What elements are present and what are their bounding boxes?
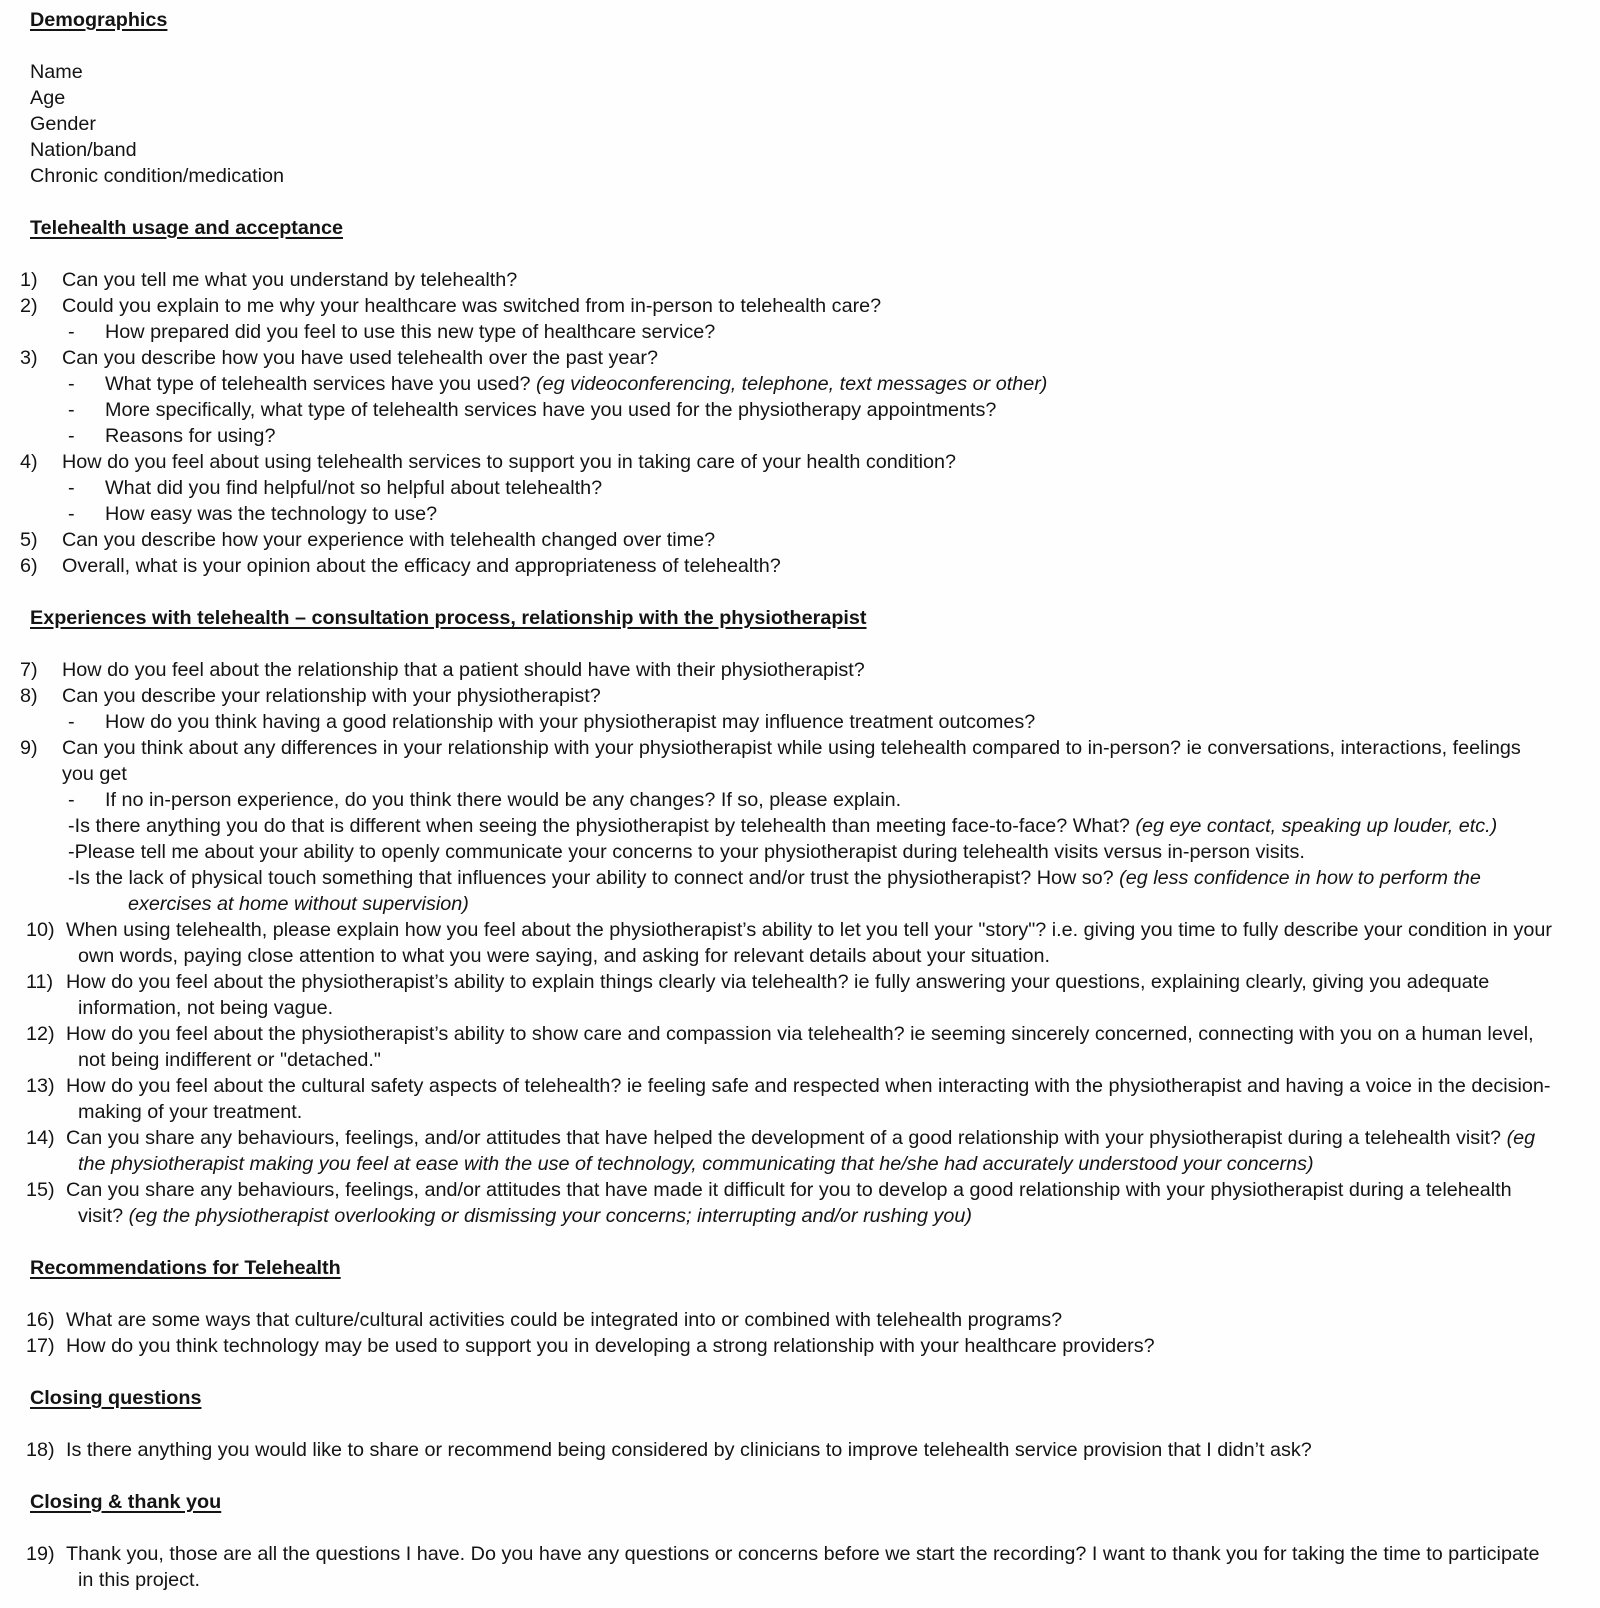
subitem-dash-bullet: - (68, 477, 75, 499)
demographics-field (30, 111, 1600, 137)
question-number: 15) (26, 1179, 55, 1201)
section-heading (30, 1255, 1600, 1281)
question-number: 17) (26, 1335, 55, 1357)
question-number: 12) (26, 1023, 55, 1045)
line-spacer (0, 631, 1600, 657)
question-number: 1) (20, 269, 38, 291)
subitem-text: What type of telehealth services have you used? (105, 373, 537, 395)
subitem-dash-bullet: - (68, 425, 75, 447)
demographics-field-text: Nation/band (30, 139, 137, 161)
subitem-text-italic: (eg less confidence in how to perform the exercises at home without supervision) (128, 867, 1481, 915)
section-heading (30, 605, 1600, 631)
question-text: Overall, what is your opinion about the efficacy and appropriateness of telehealth? (62, 555, 781, 577)
question-subitem (0, 475, 1600, 501)
section-heading-text: Closing questions (30, 1387, 202, 1409)
question-text: How do you feel about the physiotherapist’s ability to show care and compassion via telehealth? ie seeming sincerely concerned, connecting with you on a human level, not being indifferent or "detached." (66, 1023, 1534, 1071)
line-spacer (0, 1229, 1600, 1255)
question-subitem (0, 371, 1600, 397)
question-number: 10) (26, 919, 55, 941)
question-text: How do you feel about using telehealth services to support you in taking care of your health condition? (62, 451, 957, 473)
subitem-text-italic: (eg videoconferencing, telephone, text messages or other) (536, 373, 1048, 395)
subitem-text: -Is the lack of physical touch something that influences your ability to connect and/or trust the physiotherapist? How so? (68, 867, 1120, 889)
question-number: 13) (26, 1075, 55, 1097)
question-number: 6) (20, 555, 38, 577)
subitem-text: What did you find helpful/not so helpful about telehealth? (105, 477, 603, 499)
question-number: 16) (26, 1309, 55, 1331)
question-text: How do you feel about the cultural safety aspects of telehealth? ie feeling safe and respected when interacting with the physiotherapist and having a voice in the decision-making of your treatment. (66, 1075, 1551, 1123)
demographics-field (30, 163, 1600, 189)
line-spacer (0, 1411, 1600, 1437)
subitem-text: How prepared did you feel to use this new type of healthcare service? (105, 321, 716, 343)
question-subitem (0, 787, 1600, 813)
question-text: Can you share any behaviours, feelings, and/or attitudes that have made it difficult for you to develop a good relationship with your physiotherapist during a telehealth visit? (66, 1179, 1512, 1227)
question-text: When using telehealth, please explain how you feel about the physiotherapist’s ability to let you tell your "story"? i.e. giving you time to fully describe your condition in your own words, paying close attention to what you were saying, and asking for relevant details about your situation. (66, 919, 1553, 967)
subitem-dash-bullet: - (68, 321, 75, 343)
question-item (0, 293, 1600, 319)
question-item (0, 735, 1600, 787)
subitem-text-italic: (eg eye contact, speaking up louder, etc.) (1135, 815, 1498, 837)
question-item (0, 683, 1600, 709)
demographics-field (30, 59, 1600, 85)
line-spacer (0, 1359, 1600, 1385)
question-item (0, 1437, 1600, 1463)
question-item (0, 657, 1600, 683)
question-text: Can you tell me what you understand by telehealth? (62, 269, 518, 291)
line-spacer (0, 579, 1600, 605)
section-heading-text: Closing & thank you (30, 1491, 222, 1513)
question-text: What are some ways that culture/cultural activities could be integrated into or combined with telehealth programs? (66, 1309, 1063, 1331)
line-spacer (0, 33, 1600, 59)
subitem-text: How easy was the technology to use? (105, 503, 438, 525)
line-spacer (0, 241, 1600, 267)
section-heading-text: Recommendations for Telehealth (30, 1257, 341, 1279)
question-text: Can you share any behaviours, feelings, and/or attitudes that have helped the development of a good relationship with your physiotherapist during a telehealth visit? (66, 1127, 1507, 1149)
question-number: 14) (26, 1127, 55, 1149)
question-subitem (0, 423, 1600, 449)
question-text: Could you explain to me why your healthcare was switched from in-person to telehealth care? (62, 295, 882, 317)
section-heading-text: Experiences with telehealth – consultation process, relationship with the physiotherapist (30, 607, 867, 629)
question-item (0, 449, 1600, 475)
subitem-dash-bullet: - (68, 373, 75, 395)
question-subitem (0, 865, 1600, 917)
demographics-field-text: Age (30, 87, 66, 109)
subitem-text: Reasons for using? (105, 425, 276, 447)
question-subitem (0, 709, 1600, 735)
question-text: Can you describe how your experience with telehealth changed over time? (62, 529, 716, 551)
question-text: Is there anything you would like to share or recommend being considered by clinicians to improve telehealth service provision that I didn’t ask? (66, 1439, 1312, 1461)
question-item (0, 1021, 1600, 1073)
question-text: Thank you, those are all the questions I have. Do you have any questions or concerns before we start the recording? I want to thank you for taking the time to participate in this project. (66, 1543, 1540, 1591)
question-number: 8) (20, 685, 38, 707)
subitem-text: -Please tell me about your ability to openly communicate your concerns to your physiotherapist during telehealth visits versus in-person visits. (68, 841, 1305, 863)
question-subitem (0, 397, 1600, 423)
question-number: 5) (20, 529, 38, 551)
question-item (0, 345, 1600, 371)
question-text: How do you feel about the physiotherapist’s ability to explain things clearly via telehealth? ie fully answering your questions, explaining clearly, giving you adequate information, not being vague. (66, 971, 1490, 1019)
subitem-dash-bullet: - (68, 503, 75, 525)
section-heading (30, 1489, 1600, 1515)
line-spacer (0, 1281, 1600, 1307)
subitem-text: If no in-person experience, do you think there would be any changes? If so, please explain. (105, 789, 902, 811)
question-item (0, 1125, 1600, 1177)
question-subitem (0, 319, 1600, 345)
question-subitem (0, 839, 1600, 865)
demographics-field (30, 85, 1600, 111)
demographics-field-text: Chronic condition/medication (30, 165, 284, 187)
question-text-italic: (eg the physiotherapist overlooking or dismissing your concerns; interrupting and/or rushing you) (128, 1205, 972, 1227)
subitem-dash-bullet: - (68, 711, 75, 733)
subitem-dash-bullet: - (68, 399, 75, 421)
section-heading (30, 7, 1600, 33)
question-item (0, 1177, 1600, 1229)
question-item (0, 1307, 1600, 1333)
question-text: Can you think about any differences in your relationship with your physiotherapist while using telehealth compared to in-person? ie conversations, interactions, feelings you get (62, 737, 1521, 785)
question-text: Can you describe how you have used telehealth over the past year? (62, 347, 659, 369)
question-number: 2) (20, 295, 38, 317)
question-text: How do you think technology may be used to support you in developing a strong relationship with your healthcare providers? (66, 1335, 1155, 1357)
subitem-text: More specifically, what type of telehealth services have you used for the physiotherapy appointments? (105, 399, 997, 421)
question-item (0, 1541, 1600, 1593)
subitem-dash-bullet: - (68, 789, 75, 811)
line-spacer (0, 1515, 1600, 1541)
demographics-field-text: Gender (30, 113, 96, 135)
question-item (0, 917, 1600, 969)
question-subitem (0, 813, 1600, 839)
question-item (0, 1333, 1600, 1359)
question-item (0, 1073, 1600, 1125)
demographics-field-text: Name (30, 61, 83, 83)
section-heading-text: Demographics (30, 9, 168, 31)
question-text-italic: (eg the physiotherapist making you feel at ease with the use of technology, communicating that he/she had accurately understood your concerns) (78, 1127, 1536, 1175)
demographics-field (30, 137, 1600, 163)
line-spacer (0, 189, 1600, 215)
question-number: 7) (20, 659, 38, 681)
question-text: Can you describe your relationship with your physiotherapist? (62, 685, 601, 707)
question-text: How do you feel about the relationship that a patient should have with their physiotherapist? (62, 659, 865, 681)
question-number: 18) (26, 1439, 55, 1461)
subitem-text: -Is there anything you do that is different when seeing the physiotherapist by telehealth than meeting face-to-face? What? (68, 815, 1136, 837)
question-item (0, 527, 1600, 553)
question-item (0, 553, 1600, 579)
line-spacer (0, 1463, 1600, 1489)
question-subitem (0, 501, 1600, 527)
section-heading (30, 215, 1600, 241)
question-number: 4) (20, 451, 38, 473)
question-number: 9) (20, 737, 38, 759)
question-number: 11) (26, 971, 54, 993)
question-item (0, 969, 1600, 1021)
question-item (0, 267, 1600, 293)
subitem-text: How do you think having a good relationship with your physiotherapist may influence treatment outcomes? (105, 711, 1036, 733)
section-heading (30, 1385, 1600, 1411)
question-number: 3) (20, 347, 38, 369)
section-heading-text: Telehealth usage and acceptance (30, 217, 343, 239)
question-number: 19) (26, 1543, 55, 1565)
